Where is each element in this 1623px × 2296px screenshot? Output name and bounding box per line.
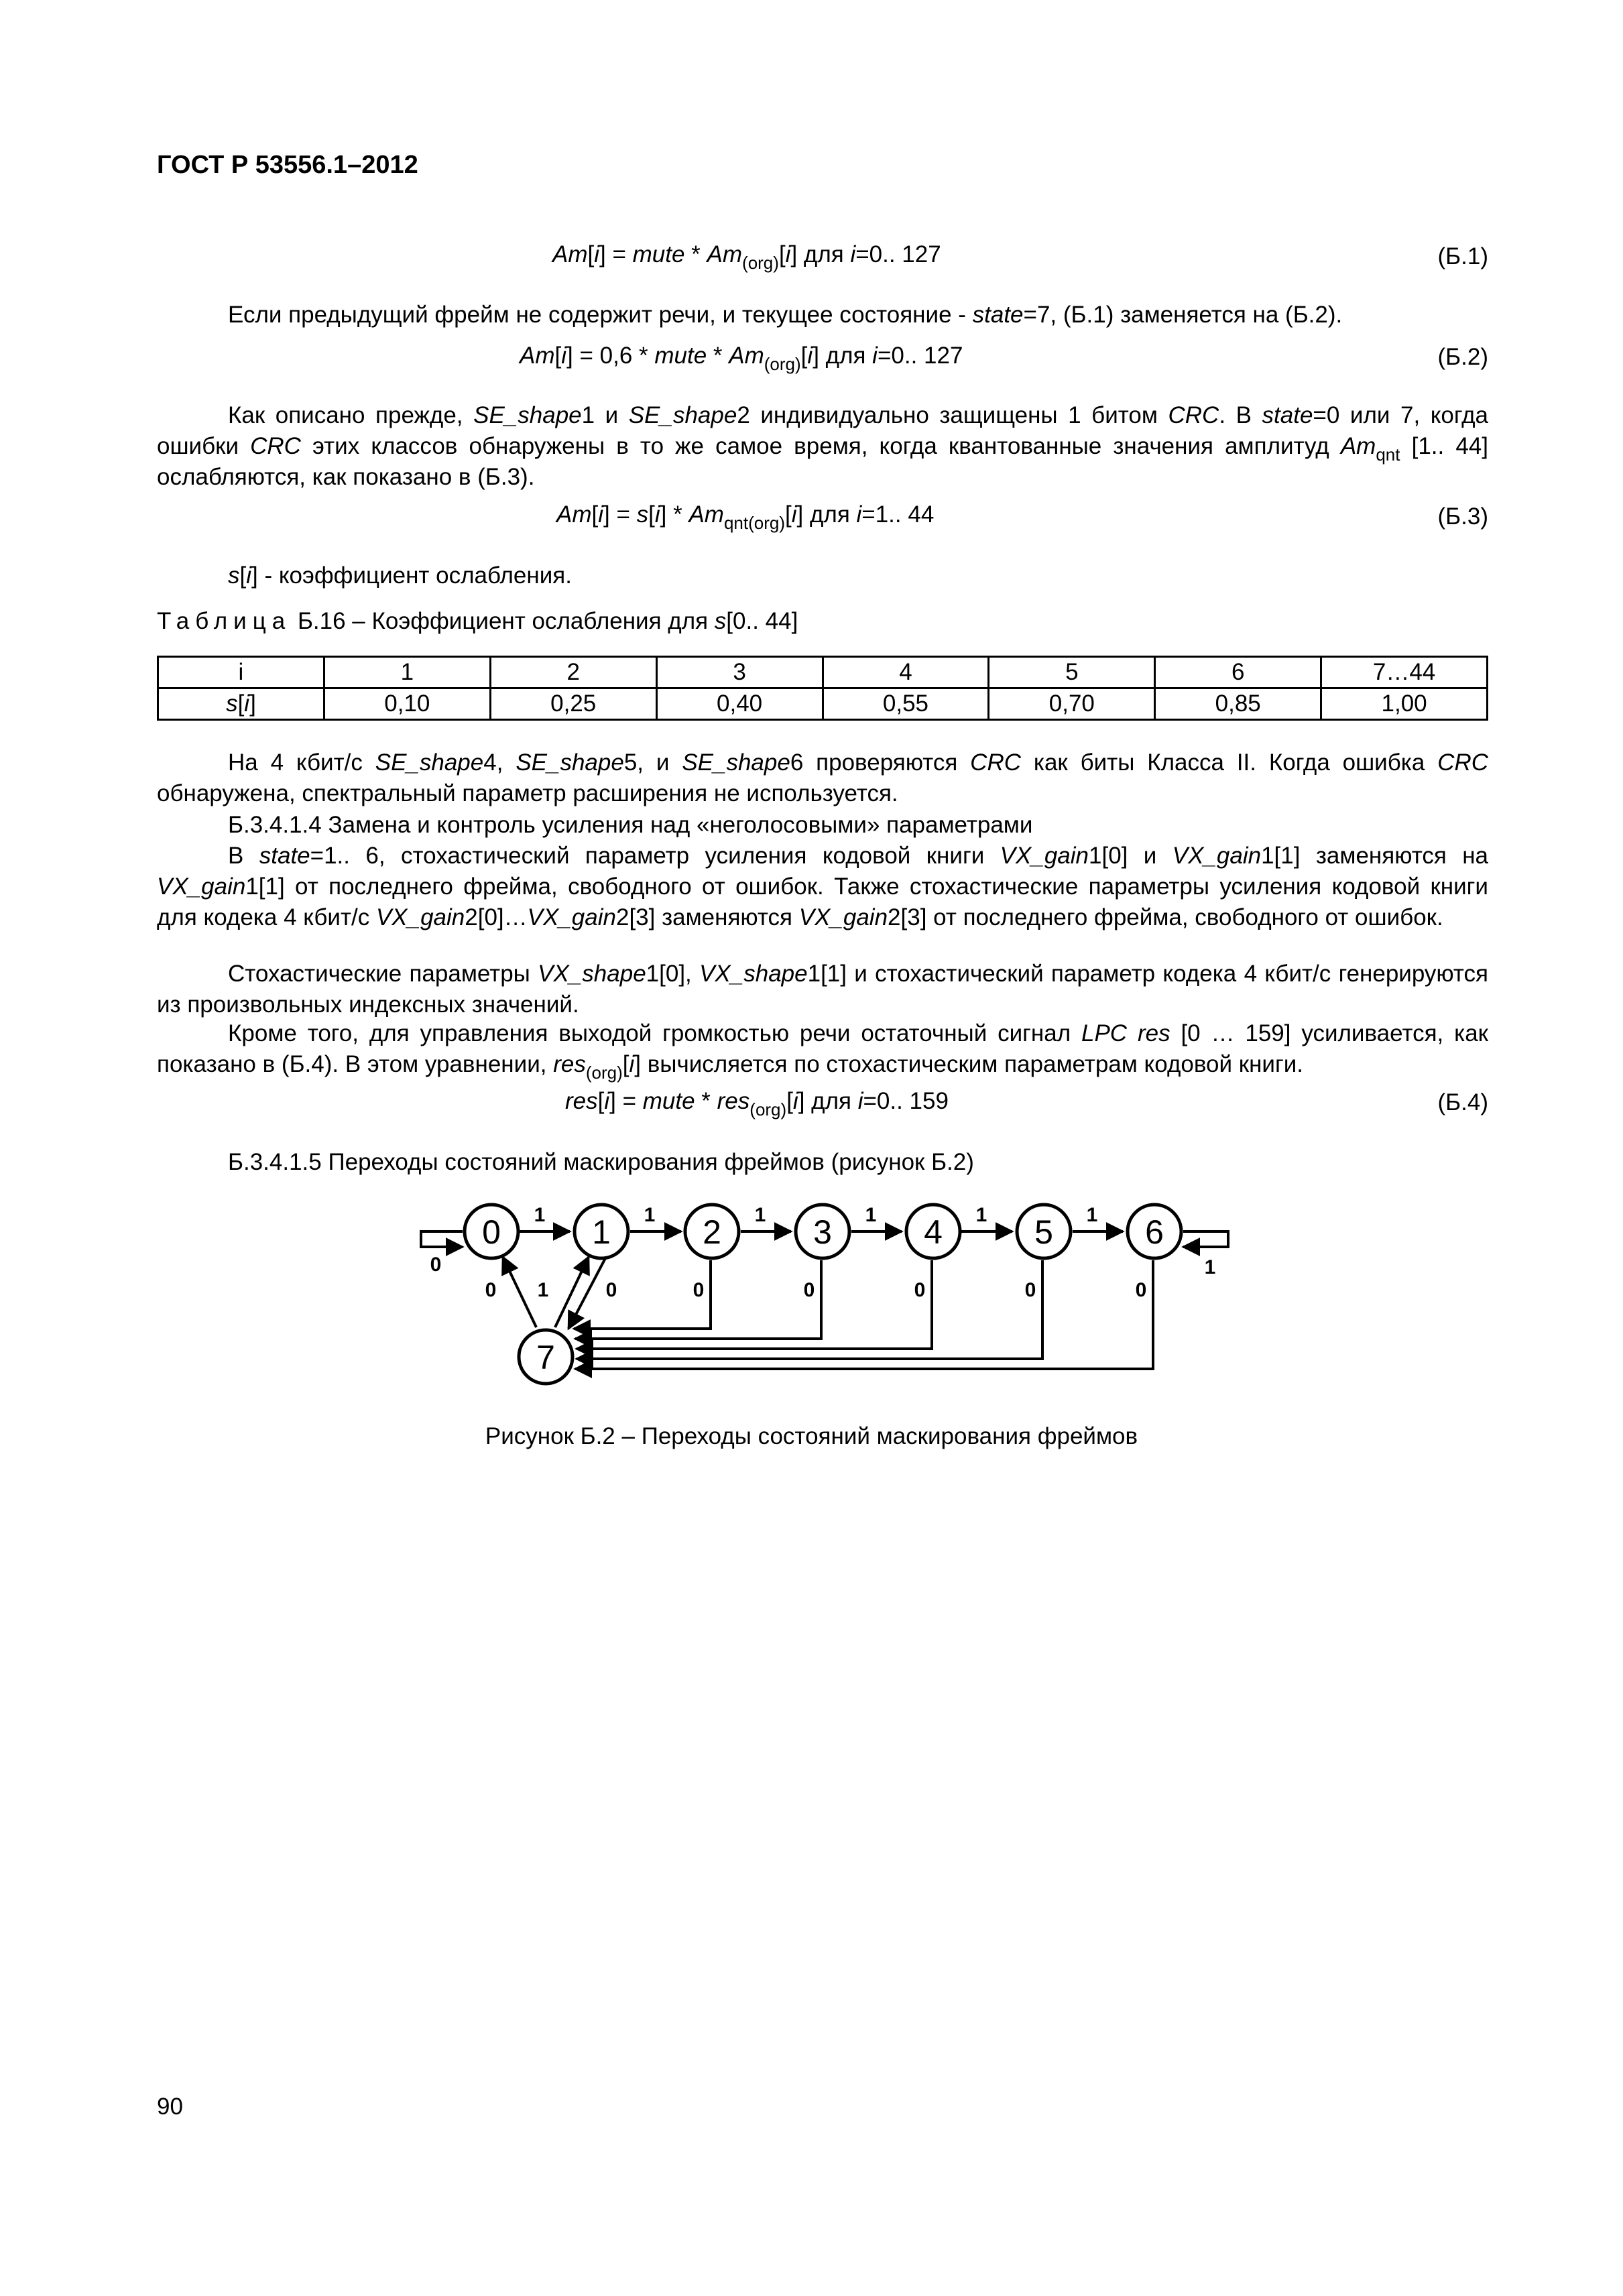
state-label-6: 6 bbox=[1145, 1213, 1164, 1251]
equation-number-b4: (Б.4) bbox=[1437, 1089, 1488, 1115]
equation-number-b3: (Б.3) bbox=[1437, 503, 1488, 530]
table-cell: 0,55 bbox=[823, 688, 989, 720]
edge-label-zero: 0 bbox=[485, 1279, 497, 1301]
paragraph-4kbit: На 4 кбит/с SE_shape4, SE_shape5, и SE_shape6 проверяются CRC как биты Класса II. Когда ошибка CRC обнаружена, спектральный параметр расширения не используется. bbox=[157, 749, 1489, 806]
transition-6-7 bbox=[575, 1260, 1153, 1369]
table-row bbox=[158, 657, 1488, 688]
equation-b2: Am[i] = 0,6 * mute * $Am_{(org)}[i]$ для i=0.. 127 bbox=[520, 343, 963, 374]
transition-2-7 bbox=[574, 1260, 711, 1329]
edge-label-zero: 0 bbox=[803, 1279, 815, 1301]
edge-label-one: 1 bbox=[975, 1204, 987, 1226]
edge-label-zero: 0 bbox=[605, 1279, 617, 1301]
table-cell: 6 bbox=[1155, 657, 1321, 688]
equation-b4: res[i] = mute * res$_{(org)}$[i] для i=0.. 159 bbox=[565, 1088, 949, 1120]
state-label-4: 4 bbox=[924, 1213, 943, 1251]
state-label-2: 2 bbox=[703, 1213, 721, 1251]
edge-label-one: 1 bbox=[865, 1204, 877, 1226]
document-header: ГОСТ Р 53556.1–2012 bbox=[157, 151, 418, 179]
table-cell: 4 bbox=[823, 657, 989, 688]
table-row bbox=[158, 688, 1488, 720]
table-cell: 0,85 bbox=[1155, 688, 1321, 720]
page-number: 90 bbox=[157, 2094, 183, 2120]
paragraph-previous-frame: Если предыдущий фрейм не содержит речи, и текущее состояние - state=7, (Б.1) заменяется на (Б.2). bbox=[228, 302, 1343, 328]
state-label-3: 3 bbox=[813, 1213, 832, 1251]
transition-7-1 bbox=[555, 1257, 589, 1327]
edge-label-one: 1 bbox=[534, 1204, 546, 1226]
section-title-b3414: Б.3.4.1.4 Замена и контроль усиления над «неголосовыми» параметрами bbox=[228, 812, 1033, 838]
table-cell: 0,70 bbox=[989, 688, 1155, 720]
attenuation-table bbox=[157, 656, 1488, 721]
table-cell: 3 bbox=[656, 657, 823, 688]
s-description: s[i] - коэффициент ослабления. bbox=[228, 562, 572, 589]
transition-1-7 bbox=[568, 1258, 605, 1329]
table-cell: 7…44 bbox=[1321, 657, 1488, 688]
section-title-b3415: Б.3.4.1.5 Переходы состояний маскирования фреймов (рисунок Б.2) bbox=[228, 1149, 974, 1175]
paragraph-lpc-res: Кроме того, для управления выходой громкостью речи остаточный сигнал LPC res [0 … 159] усиливается, как показано в (Б.4). В этом уравнении, res$_{(org)}$[i] вычисляется по стохастическим параметрам кодовой книги. bbox=[157, 1020, 1488, 1083]
equation-number-b2: (Б.2) bbox=[1437, 344, 1488, 370]
self-loop-0 bbox=[421, 1231, 463, 1247]
transition-7-0 bbox=[503, 1257, 536, 1327]
state-label-1: 1 bbox=[592, 1213, 611, 1251]
paragraph-vx-shape: Стохастические параметры VX_shape1[0], VX_shape1[1] и стохастический параметр кодека 4 кбит/с генерируются из произвольных индексных значений. bbox=[157, 961, 1488, 1018]
paragraph-vx-gain: В state=1.. 6, стохастический параметр усиления кодовой книги VX_gain1[0] и VX_gain1[1] заменяются на VX_gain1[1] от последнего фрейма, свободного от ошибок. Также стохастические параметры усиления кодовой книги для кодека 4 кбит/с VX_gain2[0]…VX_gain2[3] заменяются VX_gain2[3] от последнего фрейма, свободного от ошибок. bbox=[157, 843, 1488, 930]
state-label-5: 5 bbox=[1034, 1213, 1053, 1251]
table-cell: 1 bbox=[324, 657, 490, 688]
transition-4-7 bbox=[577, 1260, 932, 1349]
equation-b1: Am[i] = mute * $Am_{(org)}[i]$ для i=0.. 127 bbox=[552, 241, 941, 273]
table-cell: 0,10 bbox=[324, 688, 490, 720]
edge-label-zero: 0 bbox=[430, 1254, 442, 1276]
table-cell: 0,25 bbox=[490, 688, 656, 720]
equation-number-b1: (Б.1) bbox=[1437, 243, 1488, 269]
table-cell: 5 bbox=[989, 657, 1155, 688]
transition-5-7 bbox=[577, 1260, 1042, 1359]
edge-label-one: 1 bbox=[1204, 1256, 1216, 1278]
figure-caption: Рисунок Б.2 – Переходы состояний маскирования фреймов bbox=[485, 1423, 1138, 1449]
table-cell: 0,40 bbox=[656, 688, 823, 720]
state-label-0: 0 bbox=[482, 1213, 501, 1251]
edge-label-zero: 0 bbox=[914, 1279, 926, 1301]
state-label-7: 7 bbox=[536, 1339, 555, 1376]
table-cell: s[i] bbox=[158, 688, 324, 720]
edge-label-one: 1 bbox=[644, 1204, 656, 1226]
edge-label-one: 1 bbox=[537, 1279, 549, 1301]
edge-label-zero: 0 bbox=[1024, 1279, 1036, 1301]
edge-label-zero: 0 bbox=[693, 1279, 705, 1301]
edge-label-zero: 0 bbox=[1135, 1279, 1147, 1301]
table-cell: 1,00 bbox=[1321, 688, 1488, 720]
table-caption: Таблица Б.16 – Коэффициент ослабления для s[0.. 44] bbox=[157, 608, 798, 634]
equation-b3: $Am[i] = s[i] * Am_{qnt(org)}[i]$ для i=1.. 44 bbox=[556, 501, 935, 533]
state-transition-diagram bbox=[375, 1180, 1287, 1414]
table-cell: i bbox=[158, 657, 324, 688]
edge-label-one: 1 bbox=[754, 1204, 766, 1226]
self-loop-6 bbox=[1183, 1231, 1228, 1247]
edge-label-one: 1 bbox=[1086, 1204, 1098, 1226]
paragraph-se-shape: Как описано прежде, SE_shape1 и SE_shape2 индивидуально защищены 1 битом CRC. В state=0 или 7, когда ошибки CRC этих классов обнаружены в то же самое время, когда квантованные значения амплитуд $Am_{qnt}$ [1.. 44] ослабляются, как показано в (Б.3). bbox=[157, 402, 1488, 490]
table-cell: 2 bbox=[490, 657, 656, 688]
